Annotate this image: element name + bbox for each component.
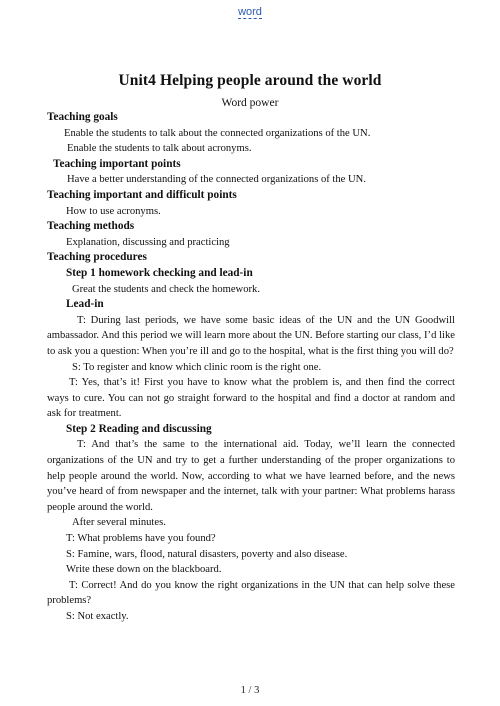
section-heading-goals: Teaching goals	[47, 111, 118, 123]
section-heading-methods: Teaching methods	[47, 220, 135, 233]
answer-organizations: S: Not exactly.	[66, 611, 129, 622]
header-word-link[interactable]	[0, 6, 500, 18]
question-organizations: T: Correct! And do you know the right organizations in the UN that can help solve these problems?	[47, 579, 455, 607]
section-heading-procedures: Teaching procedures	[47, 251, 147, 264]
difficult-line: How to use acronyms.	[66, 205, 161, 217]
document-subtitle: Word power	[221, 97, 279, 109]
section-heading-important: Teaching important points	[53, 157, 181, 170]
step1-line: Great the students and check the homework.	[72, 283, 260, 295]
section-heading-difficult: Teaching important and difficult points	[47, 188, 237, 201]
step1-heading: Step 1 homework checking and lead-in	[66, 266, 253, 279]
leadin-student-line: S: To register and know which clinic room is the right one.	[72, 361, 322, 373]
step2-heading: Step 2 Reading and discussing	[66, 422, 212, 435]
important-line: Have a better understanding of the connected organizations of the UN.	[67, 174, 366, 186]
goal-line: Enable the students to talk about acronyms.	[67, 143, 252, 155]
after-minutes-line: After several minutes.	[72, 517, 166, 529]
document-title: Unit4 Helping people around the world	[118, 72, 382, 89]
methods-line: Explanation, discussing and practicing	[66, 236, 230, 248]
leadin-teacher-paragraph: T: During last periods, we have some basic ideas of the UN and the UN Goodwill ambassador. And this period we will learn more about the UN. Before starting our class, I’d like to ask you a question: When you’re ill and go to the hospital, what is the first thing you will do?	[47, 314, 455, 357]
document-body	[47, 110, 455, 625]
goal-line: Enable the students to talk about the connected organizations of the UN.	[64, 127, 371, 139]
leadin-teacher-paragraph-2: T: Yes, that’s it! First you have to know what the problem is, and then find the correct ways to cure. You can not go straight forward to the hospital and find a doctor at random and ask for treatment.	[47, 377, 455, 420]
blackboard-line: Write these down on the blackboard.	[66, 564, 222, 576]
step2-teacher-paragraph: T: And that’s the same to the international aid. Today, we’ll learn the connected organizations of the UN and try to get a further understanding of the proper organizations to help people around the world. Now, according to what we have learned before, and the news you’ve heard of from newspaper and the internet, talk with your partner: What problems harass people around the world.	[47, 439, 455, 513]
page-number: 1 / 3	[240, 685, 260, 696]
answer-problems: S: Famine, wars, flood, natural disasters, poverty and also disease.	[66, 548, 348, 560]
leadin-heading: Lead-in	[66, 298, 104, 311]
header-link-text[interactable]: word	[238, 6, 262, 18]
question-problems: T: What problems have you found?	[66, 533, 216, 545]
